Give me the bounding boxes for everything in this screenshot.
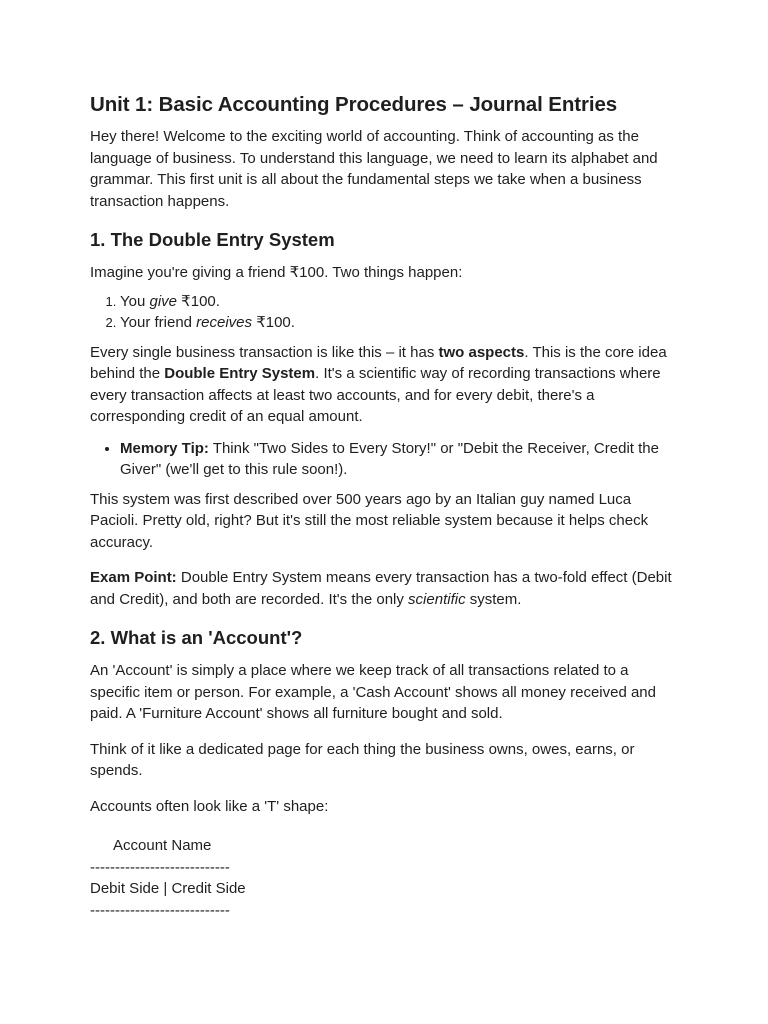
bold-run: two aspects	[438, 343, 525, 361]
list-item	[120, 312, 680, 334]
step-text: ₹100.	[252, 314, 295, 331]
t-account-name: Account Name	[113, 837, 212, 854]
page-title: Unit 1: Basic Accounting Procedures – Journal Entries	[90, 93, 618, 116]
t-shape-intro: Accounts often look like a 'T' shape:	[90, 797, 329, 815]
steps-list	[90, 291, 680, 334]
tip-text: Think "Two Sides to Every Story!" or "Debit the Receiver, Credit the Giver" (we'll get to this rule soon!).	[120, 439, 659, 478]
t-account-rule: ----------------------------	[90, 858, 230, 876]
text-run: Every single business transaction is like this – it has	[90, 343, 439, 361]
text-run: Double Entry System means every transaction has a two-fold effect (Debit and Credit), and both are recorded. It's the only	[90, 569, 672, 608]
step-emphasis: give	[149, 292, 178, 310]
text-run: . This is the core idea behind the	[90, 343, 667, 382]
exam-point-label: Exam Point:	[90, 569, 177, 586]
history-paragraph: This system was first described over 500 years ago by an Italian guy named Luca Pacioli. Pretty old, right? But it's still the most reliable system because it helps check accuracy.	[90, 490, 649, 551]
text-run: system.	[465, 590, 522, 608]
exam-point-paragraph	[90, 567, 680, 610]
double-entry-lead: Imagine you're giving a friend ₹100. Two things happen:	[90, 264, 463, 281]
step-emphasis: receives	[196, 314, 253, 331]
t-account-diagram	[90, 835, 680, 921]
step-text: You	[120, 292, 150, 310]
bold-run: Double Entry System	[164, 365, 316, 382]
italic-run: scientific	[408, 590, 466, 608]
t-account-sides: Debit Side | Credit Side	[90, 880, 246, 897]
section-heading-double-entry: 1. The Double Entry System	[90, 229, 335, 250]
account-analogy: Think of it like a dedicated page for each thing the business owns, owes, earns, or spends.	[90, 740, 635, 779]
step-text: ₹100.	[177, 292, 220, 310]
section-heading-account: 2. What is an 'Account'?	[90, 627, 303, 648]
double-entry-explanation	[90, 342, 680, 428]
text-run: . It's a scientific way of recording transactions where every transaction affects at least two accounts, and for every debit, there's a corresponding credit of an equal amount.	[90, 365, 661, 425]
tip-label: Memory Tip:	[120, 439, 209, 457]
step-text: Your friend	[120, 314, 197, 331]
account-definition: An 'Account' is simply a place where we keep track of all transactions related to a specific item or person. For example, a 'Cash Account' shows all money received and paid. A 'Furniture Account' shows all furniture bought and sold.	[90, 662, 656, 722]
t-account-rule: ----------------------------	[90, 901, 230, 919]
intro-paragraph: Hey there! Welcome to the exciting world of accounting. Think of accounting as the language of business. To understand this language, we need to learn its alphabet and grammar. This first unit is all about the fundamental steps we take when a business transaction happens.	[90, 128, 658, 210]
tip-list	[90, 438, 680, 481]
list-item	[120, 291, 680, 313]
document-page	[90, 90, 680, 921]
list-item	[120, 438, 680, 481]
